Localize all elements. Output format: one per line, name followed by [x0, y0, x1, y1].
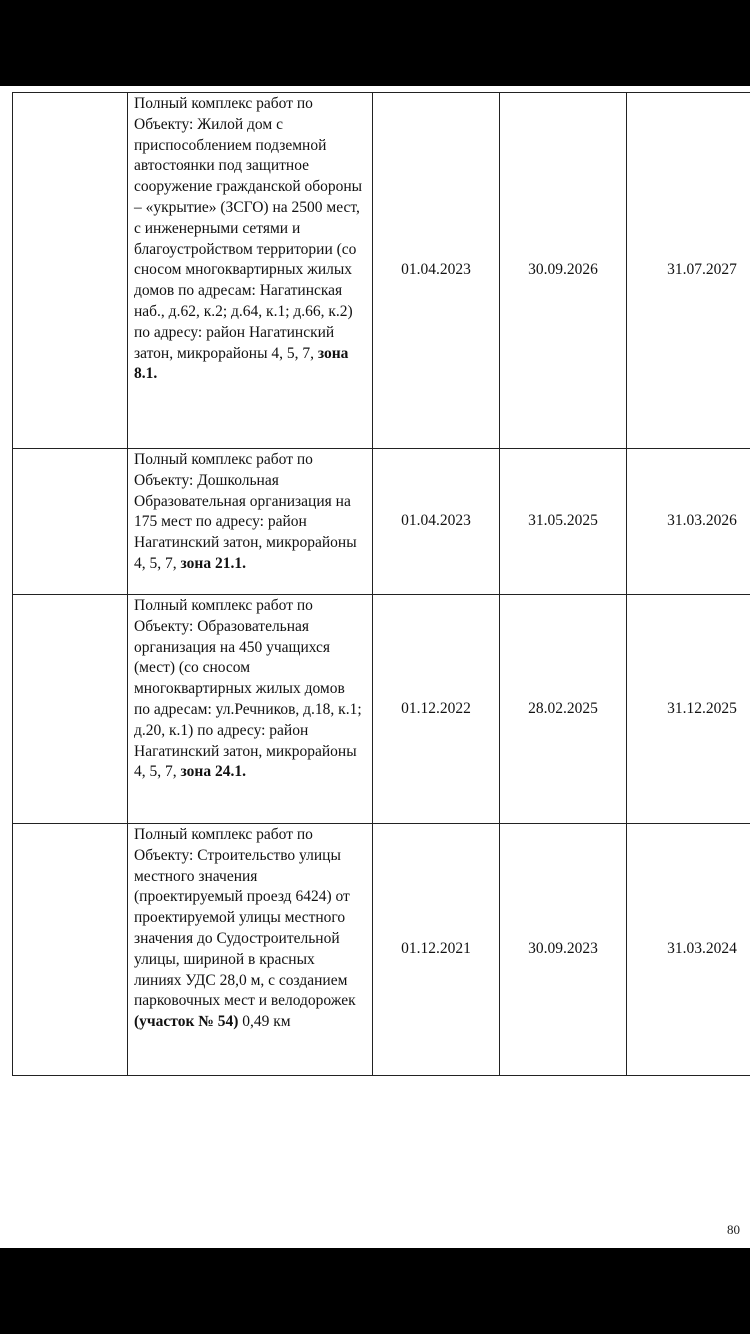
- object-description-cell: [128, 824, 373, 1076]
- row-number-cell: [13, 595, 128, 824]
- end-date-cell: 30.09.2026: [500, 93, 627, 449]
- top-black-bar: [0, 0, 750, 86]
- object-description-cell: [128, 595, 373, 824]
- start-date-cell: 01.12.2022: [373, 595, 500, 824]
- start-date-cell: 01.12.2021: [373, 824, 500, 1076]
- completion-date-cell: 31.07.2027: [627, 93, 750, 449]
- end-date-cell: 28.02.2025: [500, 595, 627, 824]
- document-page: [0, 86, 750, 1248]
- zone-label: (участок № 54): [134, 1013, 239, 1031]
- description-text: Полный комплекс работ по Объекту: Дошкольная Образовательная организация на 175 мест по адресу: район Нагатинский затон, микрорайоны 4, 5, 7,: [134, 451, 357, 572]
- object-description-cell: [128, 449, 373, 595]
- row-number-cell: [13, 449, 128, 595]
- bottom-black-bar: [0, 1248, 750, 1334]
- start-date-cell: 01.04.2023: [373, 449, 500, 595]
- table-row: [13, 595, 750, 824]
- zone-label: зона 24.1.: [180, 763, 246, 781]
- zone-label: зона 8.1.: [134, 344, 349, 383]
- schedule-table: [12, 92, 750, 1076]
- description-text: Полный комплекс работ по Объекту: Жилой дом с приспособлением подземной автостоянки под защитное сооружение гражданской обороны – «укрытие» (ЗСГО) на 2500 мест, с инженерными сетями и благоустройством территории (со сносом многоквартирных жилых домов по адресам: Нагатинская наб., д.62, к.2; д.64, к.1; д.66, к.2) по адресу: район Нагатинский затон, микрорайоны 4, 5, 7,: [134, 95, 363, 362]
- table-row: [13, 449, 750, 595]
- table-row: [13, 93, 750, 449]
- start-date-cell: 01.04.2023: [373, 93, 500, 449]
- description-text: Полный комплекс работ по Объекту: Образовательная организация на 450 учащихся (мест) (со сносом многоквартирных жилых домов по адресам: ул.Речников, д.18, к.1; д.20, к.1) по адресу: район Нагатинский затон, микрорайоны 4, 5, 7,: [134, 597, 362, 781]
- row-number-cell: [13, 824, 128, 1076]
- description-tail: 0,49 км: [238, 1013, 291, 1031]
- completion-date-cell: 31.12.2025: [627, 595, 750, 824]
- end-date-cell: 31.05.2025: [500, 449, 627, 595]
- page-number: 80: [727, 1222, 740, 1237]
- description-text: Полный комплекс работ по Объекту: Строительство улицы местного значения (проектируемый проезд 6424) от проектируемой улицы местного значения до Судостроительной улицы, шириной в красных линиях УДС 28,0 м, с созданием парковочных мест и велодорожек: [134, 826, 356, 1010]
- row-number-cell: [13, 93, 128, 449]
- table-row: [13, 824, 750, 1076]
- end-date-cell: 30.09.2023: [500, 824, 627, 1076]
- zone-label: зона 21.1.: [180, 554, 246, 572]
- object-description-cell: [128, 93, 373, 449]
- completion-date-cell: 31.03.2024: [627, 824, 750, 1076]
- completion-date-cell: 31.03.2026: [627, 449, 750, 595]
